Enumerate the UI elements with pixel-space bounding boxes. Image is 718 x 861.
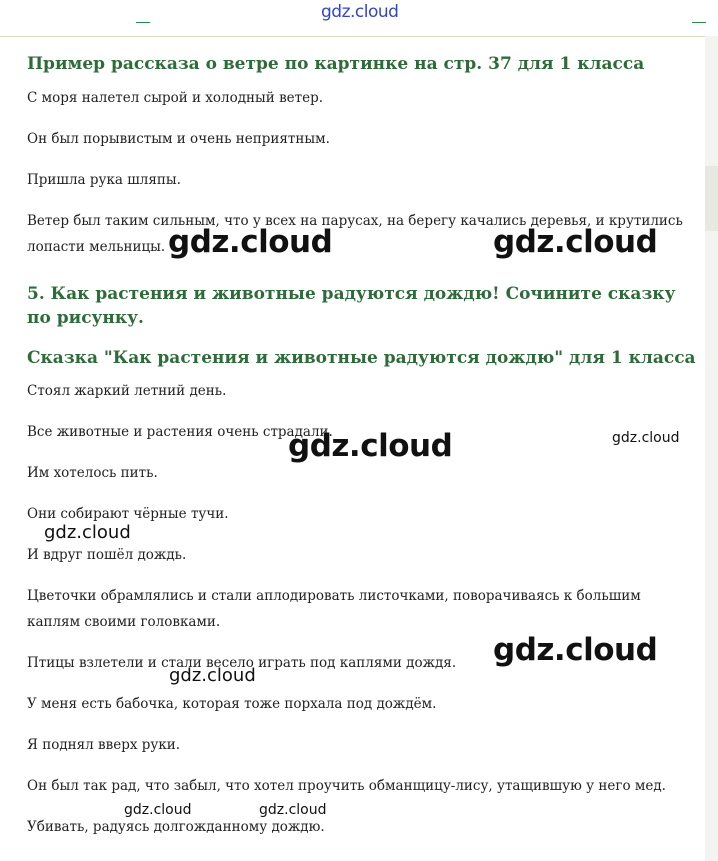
site-header [0, 0, 718, 37]
paragraph: Убивать, радуясь долгожданному дождю. [27, 819, 325, 835]
header-divider-mark [692, 22, 706, 23]
watermark: gdz.cloud [259, 802, 327, 818]
scrollbar-thumb[interactable] [705, 166, 718, 231]
site-logo[interactable]: gdz.cloud [321, 2, 399, 22]
paragraph: Стоял жаркий летний день. [27, 383, 227, 399]
paragraph: Ветер был таким сильным, что у всех на парусах, на берегу качались деревья, и крутились лопасти мельницы. [27, 213, 683, 255]
header-divider-mark [136, 22, 150, 23]
paragraph: Они собирают чёрные тучи. [27, 506, 229, 522]
section2-heading: Сказка "Как растения и животные радуются дождю" для 1 класса [27, 348, 696, 368]
paragraph: У меня есть бабочка, которая тоже порхала под дождём. [27, 696, 437, 712]
paragraph: Все животные и растения очень страдали. [27, 424, 333, 440]
paragraph: Я поднял вверх руки. [27, 737, 181, 753]
task5-heading: 5. Как растения и животные радуются дождю! Сочините сказку по рисунку. [27, 284, 676, 328]
paragraph: Он был так рад, что забыл, что хотел проучить обманщицу-лису, утащившую у него мед. [27, 778, 666, 794]
paragraph: Им хотелось пить. [27, 465, 158, 481]
watermark: gdz.cloud [612, 430, 680, 446]
watermark: gdz.cloud [169, 665, 256, 686]
paragraph: Пришла рука шляпы. [27, 172, 181, 188]
watermark: gdz.cloud [124, 802, 192, 818]
paragraph: С моря налетел сырой и холодный ветер. [27, 90, 324, 106]
paragraph: И вдруг пошёл дождь. [27, 547, 187, 563]
paragraph: Цветочки обрамлялись и стали аплодировать листочками, поворачиваясь к большим каплям своими головками. [27, 588, 641, 630]
watermark: gdz.cloud [44, 522, 131, 543]
watermark: gdz.cloud [493, 632, 658, 668]
watermark: gdz.cloud [493, 224, 658, 260]
section1-heading: Пример рассказа о ветре по картинке на стр. 37 для 1 класса [27, 54, 645, 74]
watermark: gdz.cloud [288, 428, 453, 464]
side-scrollbar[interactable] [705, 36, 718, 861]
paragraph: Птицы взлетели и стали весело играть под каплями дождя. [27, 655, 457, 671]
watermark: gdz.cloud [168, 224, 333, 260]
paragraph: Он был порывистым и очень неприятным. [27, 131, 330, 147]
